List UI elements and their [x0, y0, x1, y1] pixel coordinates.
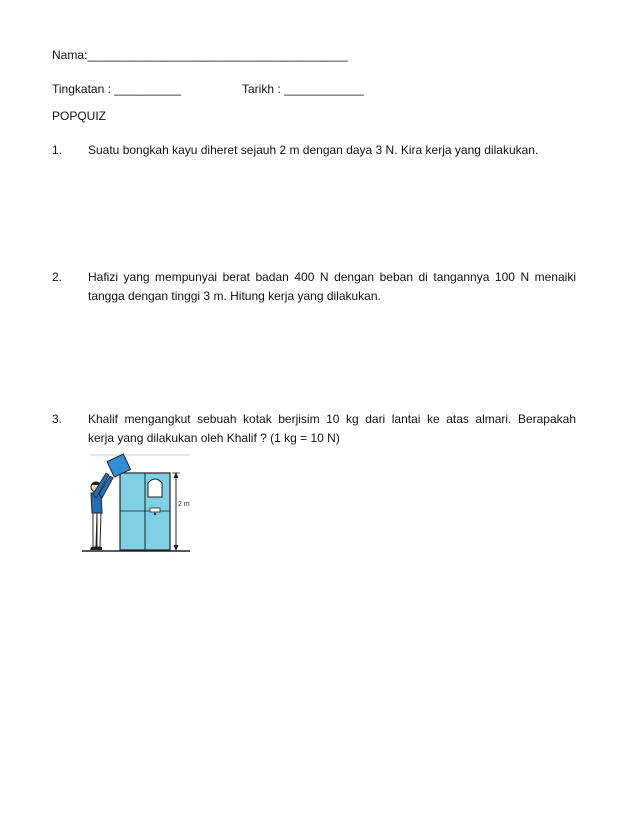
question-1-line-1: Suatu bongkah kayu diheret sejauh 2 m dengan daya 3 N. Kira kerja yang dilakukan.: [88, 143, 539, 157]
question-2-number: 2.: [52, 270, 63, 284]
page-title: POPQUIZ: [52, 109, 107, 123]
nama-field: Nama:_______________________________________: [52, 48, 348, 62]
question-3-figure: [80, 451, 192, 555]
man-figure: [90, 473, 113, 550]
question-2-line-2: tangga dengan tinggi 3 m. Hitung kerja yang dilakukan.: [88, 289, 381, 303]
question-3-number: 3.: [52, 412, 63, 426]
question-2-line-1: Hafizi yang mempunyai berat badan 400 N dengan beban di tangannya 100 N menaiki: [88, 270, 576, 284]
man-lifting-box-illustration: [80, 451, 192, 555]
question-1-number: 1.: [52, 143, 63, 157]
question-3-line-2: kerja yang dilakukan oleh Khalif ? (1 kg = 10 N): [88, 431, 340, 445]
question-2-text: [88, 268, 576, 306]
height-label: 2 m: [178, 501, 190, 508]
question-3-text: [88, 410, 576, 448]
tingkatan-field: Tingkatan : __________: [52, 82, 181, 96]
question-1-text: [88, 141, 576, 160]
question-3-line-1: Khalif mengangkut sebuah kotak berjisim 10 kg dari lantai ke atas almari. Berapakah: [88, 412, 576, 426]
tarikh-field: Tarikh : ____________: [242, 82, 365, 96]
